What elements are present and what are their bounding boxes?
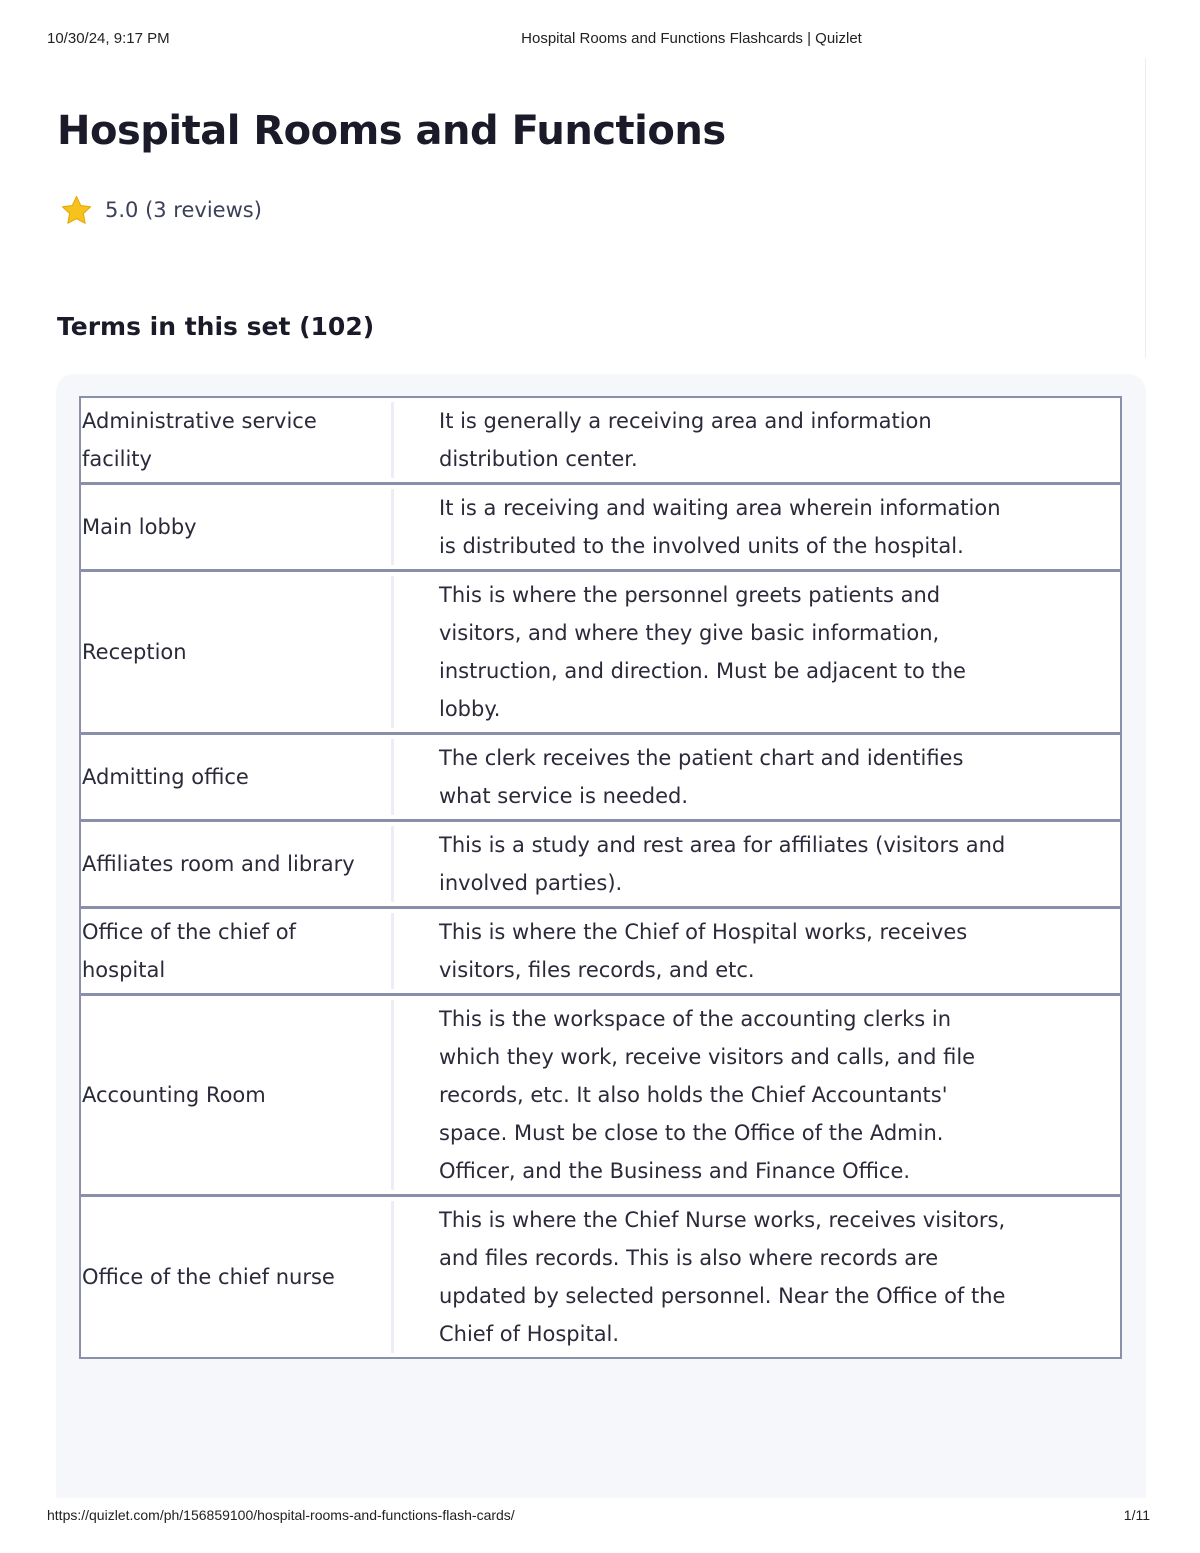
definition-text: This is a study and rest area for affiliates (visitors and involved parties). xyxy=(439,833,1006,895)
term-row xyxy=(81,732,1120,819)
term-text: Office of the chief nurse xyxy=(82,1265,335,1289)
term-text: Affiliates room and library xyxy=(82,852,355,876)
rating-text: 5.0 (3 reviews) xyxy=(105,198,262,222)
definition-text: This is where the Chief of Hospital works, receives visitors, files records, and etc. xyxy=(439,920,968,982)
term-text: Main lobby xyxy=(82,515,197,539)
term-row xyxy=(81,1194,1120,1357)
print-datetime: 10/30/24, 9:17 PM xyxy=(47,30,170,47)
print-footer xyxy=(0,1507,1200,1527)
term-row xyxy=(81,398,1120,482)
definition-text: This is where the Chief Nurse works, receives visitors, and files records. This is also where records are updated by selected personnel. Near the Office of the Chief of Hospital. xyxy=(439,1208,1006,1346)
section-title: Terms in this set (102) xyxy=(57,312,375,341)
page-edge-divider xyxy=(1145,58,1146,358)
term-row xyxy=(81,569,1120,732)
definition-text: The clerk receives the patient chart and identifies what service is needed. xyxy=(439,746,964,808)
rating[interactable] xyxy=(60,193,262,227)
term-text: Office of the chief of hospital xyxy=(82,920,296,982)
term-text: Reception xyxy=(82,640,187,664)
print-page-title: Hospital Rooms and Functions Flashcards | Quizlet xyxy=(521,30,862,47)
page-title: Hospital Rooms and Functions xyxy=(57,108,726,154)
term-row xyxy=(81,819,1120,906)
term-row xyxy=(81,993,1120,1194)
definition-text: It is generally a receiving area and information distribution center. xyxy=(439,409,932,471)
term-text: Administrative service facility xyxy=(82,409,317,471)
print-page-number: 1/11 xyxy=(1123,1507,1150,1523)
print-header xyxy=(0,30,1200,50)
term-text: Admitting office xyxy=(82,765,249,789)
definition-text: This is the workspace of the accounting clerks in which they work, receive visitors and calls, and file records, etc. It also holds the Chief Accountants' space. Must be close to the Office of the Admin. Officer, and the Business and Finance Office. xyxy=(439,1007,976,1183)
print-url: https://quizlet.com/ph/156859100/hospital-rooms-and-functions-flash-cards/ xyxy=(47,1507,515,1523)
term-row xyxy=(81,482,1120,569)
terms-table xyxy=(79,396,1122,1359)
star-icon xyxy=(60,194,93,227)
term-row xyxy=(81,906,1120,993)
term-text: Accounting Room xyxy=(82,1083,266,1107)
definition-text: It is a receiving and waiting area wherein information is distributed to the involved units of the hospital. xyxy=(439,496,1001,558)
definition-text: This is where the personnel greets patients and visitors, and where they give basic information, instruction, and direction. Must be adjacent to the lobby. xyxy=(439,583,966,721)
